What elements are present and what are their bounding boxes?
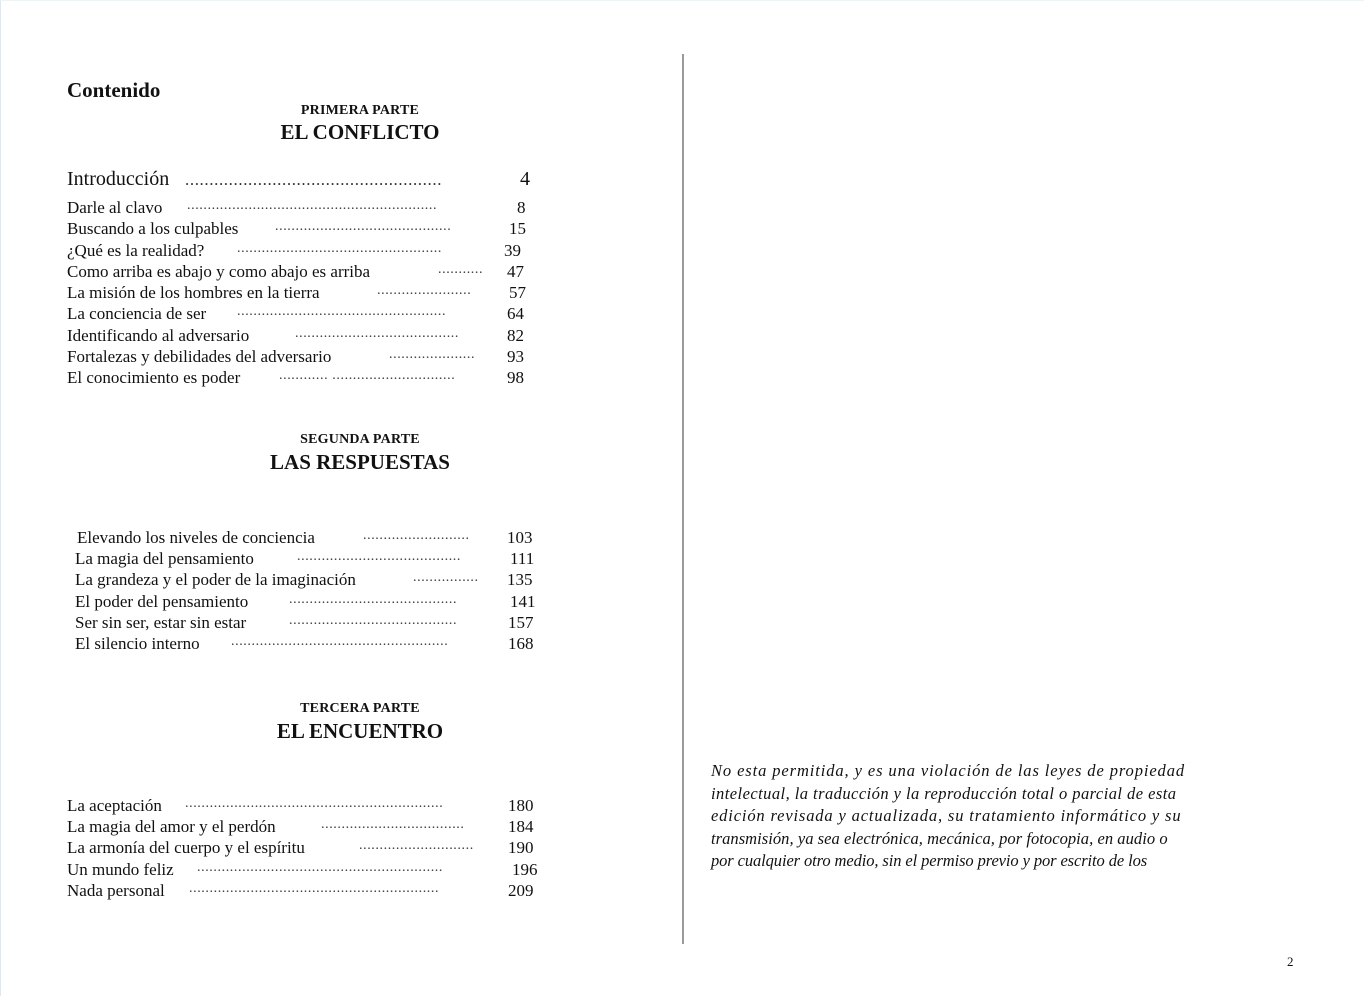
toc-entry-page: 64 (507, 304, 524, 323)
toc-entry-leader: ......................................... (289, 613, 458, 628)
toc-entry (75, 634, 545, 656)
toc-entry-leader: ............................................................. (189, 881, 440, 896)
toc-entry-page: 168 (508, 634, 534, 653)
toc-entry (75, 549, 545, 571)
toc-entry-leader: ..................... (389, 347, 476, 362)
toc-entry-page: 157 (508, 613, 534, 632)
toc-entry (77, 528, 547, 550)
toc-entry-title: La armonía del cuerpo y el espíritu (67, 838, 305, 857)
toc-entry (75, 592, 545, 614)
toc-entry-leader: ............ .............................. (279, 368, 456, 383)
toc-entry-leader: ................................................... (237, 304, 447, 319)
toc-entry (75, 570, 545, 592)
toc-entry (67, 219, 537, 241)
toc-entry-page: 47 (507, 262, 524, 281)
toc-entry-page: 135 (507, 570, 533, 589)
toc-entry-title: Identificando al adversario (67, 326, 250, 345)
toc-entry-page: 141 (510, 592, 536, 611)
notice-line: por cualquier otro medio, sin el permiso previo y por escrito de los (711, 851, 1148, 870)
toc-entry-title: Como arriba es abajo y como abajo es arriba (67, 262, 371, 281)
toc-entry-page: 180 (508, 796, 534, 815)
toc-entry-title: La conciencia de ser (67, 304, 207, 323)
toc-entry-title: El silencio interno (75, 634, 200, 653)
page-divider (682, 54, 684, 944)
toc-entry-page: 184 (508, 817, 534, 836)
part-2-title: LAS RESPUESTAS (270, 450, 450, 474)
notice-line: intelectual, la traducción y la reproducción total o parcial de esta (711, 783, 1177, 803)
toc-entry-title: Un mundo feliz (67, 860, 174, 879)
copyright-notice (711, 760, 1321, 873)
toc-entry-leader: ........................................ (295, 326, 459, 341)
toc-entry (67, 168, 537, 190)
toc-entry-page: 103 (507, 528, 533, 547)
toc-entry (67, 326, 537, 348)
toc-entry (67, 796, 547, 818)
part-1-label: PRIMERA PARTE (300, 103, 420, 118)
toc-entry-leader: .................................................. (237, 241, 442, 256)
contents-heading: Contenido (67, 78, 161, 102)
toc-entry-leader: ............................ (359, 838, 474, 853)
toc-entry-page: 190 (508, 838, 534, 857)
toc-entry-page: 82 (507, 326, 524, 345)
toc-entry-title: ¿Qué es la realidad? (67, 241, 205, 260)
toc-entry-page: 15 (509, 219, 526, 238)
toc-entry-leader: ..................................................... (185, 170, 443, 189)
toc-entry-leader: ........................................... (275, 219, 452, 234)
toc-entry-page: 39 (504, 241, 521, 260)
page-number: 2 (1287, 954, 1294, 969)
toc-entry-leader: ..................................................... (231, 634, 449, 649)
toc-entry-page: 111 (510, 549, 535, 568)
toc-entry (67, 368, 537, 390)
toc-entry-page: 8 (517, 198, 526, 217)
part-1-title: EL CONFLICTO (280, 120, 440, 144)
toc-entry-title: Ser sin ser, estar sin estar (75, 613, 247, 632)
toc-entry-title: Nada personal (67, 881, 165, 900)
toc-entry-title: Buscando a los culpables (67, 219, 239, 238)
toc-entry-leader: ............................................................... (185, 796, 444, 811)
toc-entry (67, 347, 537, 369)
toc-entry-page: 93 (507, 347, 524, 366)
toc-entry-leader: ....................... (377, 283, 472, 298)
toc-entry-page: 57 (509, 283, 526, 302)
toc-entry-leader: ............................................................. (187, 198, 438, 213)
toc-entry-title: El conocimiento es poder (67, 368, 241, 387)
toc-entry (75, 613, 545, 635)
notice-line: No esta permitida, y es una violación de las leyes de propiedad (711, 761, 1186, 780)
toc-entry (67, 860, 547, 882)
toc-entry-title: La misión de los hombres en la tierra (67, 283, 320, 302)
toc-entry-page: 196 (512, 860, 538, 879)
toc-entry (67, 817, 547, 839)
toc-entry-page: 98 (507, 368, 524, 387)
toc-entry (67, 283, 537, 305)
part-2-label: SEGUNDA PARTE (300, 432, 420, 447)
toc-entry (67, 241, 537, 263)
toc-entry (67, 881, 547, 903)
toc-entry-title: Introducción (67, 168, 170, 190)
toc-entry-leader: ................................... (321, 817, 465, 832)
notice-line: transmisión, ya sea electrónica, mecánica, por fotocopia, en audio o (711, 828, 1168, 848)
toc-entry-leader: ................ (413, 570, 479, 585)
toc-entry-title: Elevando los niveles de conciencia (77, 528, 315, 547)
toc-entry-title: La magia del pensamiento (75, 549, 254, 568)
part-3-title: EL ENCUENTRO (276, 719, 444, 743)
toc-entry-title: La magia del amor y el perdón (67, 817, 276, 836)
toc-entry-title: Fortalezas y debilidades del adversario (67, 347, 332, 366)
toc-entry-leader: ........... (438, 262, 484, 277)
part-3-label: TERCERA PARTE (300, 701, 420, 716)
notice-line: edición revisada y actualizada, su tratamiento informático y su (711, 806, 1182, 825)
toc-entry-page: 4 (520, 168, 530, 190)
toc-entry-title: Darle al clavo (67, 198, 163, 217)
toc-entry-leader: ......................................... (289, 592, 458, 607)
toc-entry-leader: .......................... (363, 528, 470, 543)
toc-entry (67, 304, 537, 326)
toc-entry (67, 262, 537, 284)
toc-entry-title: La aceptación (67, 796, 162, 815)
toc-entry-leader: ........................................ (297, 549, 461, 564)
toc-entry (67, 838, 547, 860)
toc-entry-leader: ............................................................ (197, 860, 443, 875)
toc-entry-title: La grandeza y el poder de la imaginación (75, 570, 356, 589)
toc-entry-page: 209 (508, 881, 534, 900)
toc-entry-title: El poder del pensamiento (75, 592, 249, 611)
toc-entry (67, 198, 537, 220)
